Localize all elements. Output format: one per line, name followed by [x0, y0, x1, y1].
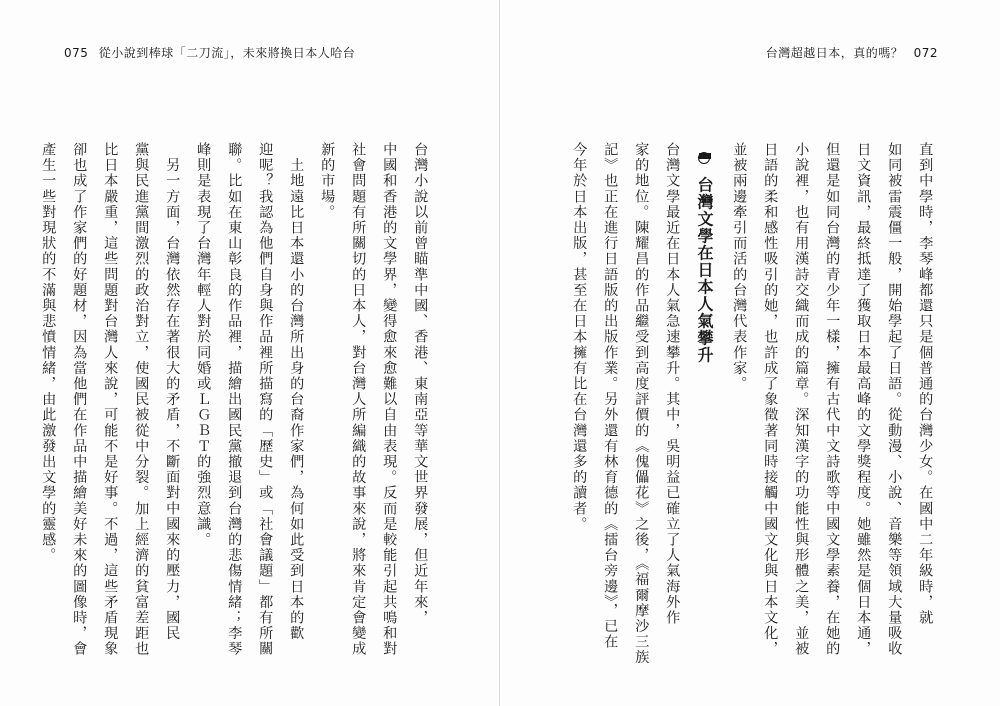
left-text-column: 卻也成了作家們的好題材，因為當他們在作品中描繪美好未來的圖像時，會: [71, 142, 88, 657]
right-text-column: 記》也正在進行日語版的出版作業。另外還有林育德的《擂台旁邊》，已在: [602, 142, 619, 650]
right-text-column: 直到中學時，李琴峰都還只是個普通的台灣少女。在國中二年級時，就: [917, 142, 934, 626]
right-text-column: 但還是如同台灣的青少年一樣，擁有古代中文詩歌等中國文學素養，在她的: [824, 142, 841, 657]
section-heading-text: 台灣文學在日本人氣攀升: [695, 176, 714, 364]
left-text-column: 產生一些對現狀的不滿與悲憤情緒，由此激發出文學的靈感。: [40, 142, 57, 564]
left-text-column: 社會問題有所關切的日本人，對台灣人所編織的故事來說，將來肯定會變成: [350, 142, 367, 657]
right-running-title: 台灣超越日本，真的嗎？: [765, 46, 904, 60]
left-text-column: 比日本嚴重，這些問題對台灣人來說，可能不是好事。不過，這些矛盾現象: [102, 142, 119, 657]
left-page-number: 075: [64, 46, 89, 60]
right-text-column: 台灣文學最近在日本人氣急速攀升。其中，吳明益已確立了人氣海外作: [664, 142, 681, 626]
right-text-column: 如同被雷震僵一般，開始學起了日語。從動漫、小說、音樂等領域大量吸收: [886, 142, 903, 657]
left-page-header: [58, 44, 355, 61]
right-text-column: 日語的柔和感性吸引的她，也許成了象徵著同時接觸中國文化與日本文化，: [762, 142, 779, 657]
left-text-column: 土地遠比日本還小的台灣所出身的台裔作家們，為何如此受到日本的歡: [288, 142, 305, 642]
half-circle-bullet-icon: [698, 152, 710, 164]
section-heading: [696, 152, 712, 672]
left-text-column: 新的市場。: [319, 142, 336, 220]
left-text-column: 黨與民進黨間激烈的政治對立，使國民被從中分裂。加上經濟的貧富差距也: [133, 142, 150, 657]
left-text-column: 聯。比如在東山彰良的作品裡，描繪出國民黨撤退到台灣的悲傷情緒；李琴: [226, 142, 243, 657]
left-text-column: 台灣小說以前曾瞄準中國、香港、東南亞等華文世界發展，但近年來，: [412, 142, 429, 626]
right-page-number: 072: [913, 46, 938, 60]
left-text-column: 迎呢？我認為他們自身與作品裡所描寫的「歷史」或「社會議題」都有所關: [257, 142, 274, 657]
left-text-column: 峰則是表現了台灣年輕人對於同婚或ＬＧＢＴ的強烈意識。: [195, 142, 212, 548]
right-text-column: 小說裡，也有用漢詩交織而成的篇章。深知漢字的功能性與形體之美，並被: [793, 142, 810, 657]
left-text-column: 另一方面，台灣依然存在著很大的矛盾，不斷面對中國來的壓力，國民: [164, 142, 181, 642]
right-text-column: 日文資訊，最終抵達了獲取日本最高峰的文學獎程度。她雖然是個日本通，: [855, 142, 872, 657]
left-text-column: 中國和香港的文學界，變得愈來愈難以自由表現。反而是較能引起共鳴和對: [381, 142, 398, 657]
right-page: [500, 0, 1000, 706]
right-text-column: 並被兩邊牽引而活的台灣代表作家。: [731, 142, 748, 392]
left-running-title: 從小說到棒球「二刀流」，未來將換日本人哈台: [98, 46, 356, 60]
right-text-column: 家的地位。陳耀昌的作品繼受到高度評價的《傀儡花》之後，《福爾摩沙三族: [633, 142, 650, 666]
right-text-column: 今年於日本出版，甚至在日本擁有比在台灣還多的讀者。: [571, 142, 588, 532]
right-page-header: [766, 44, 944, 61]
